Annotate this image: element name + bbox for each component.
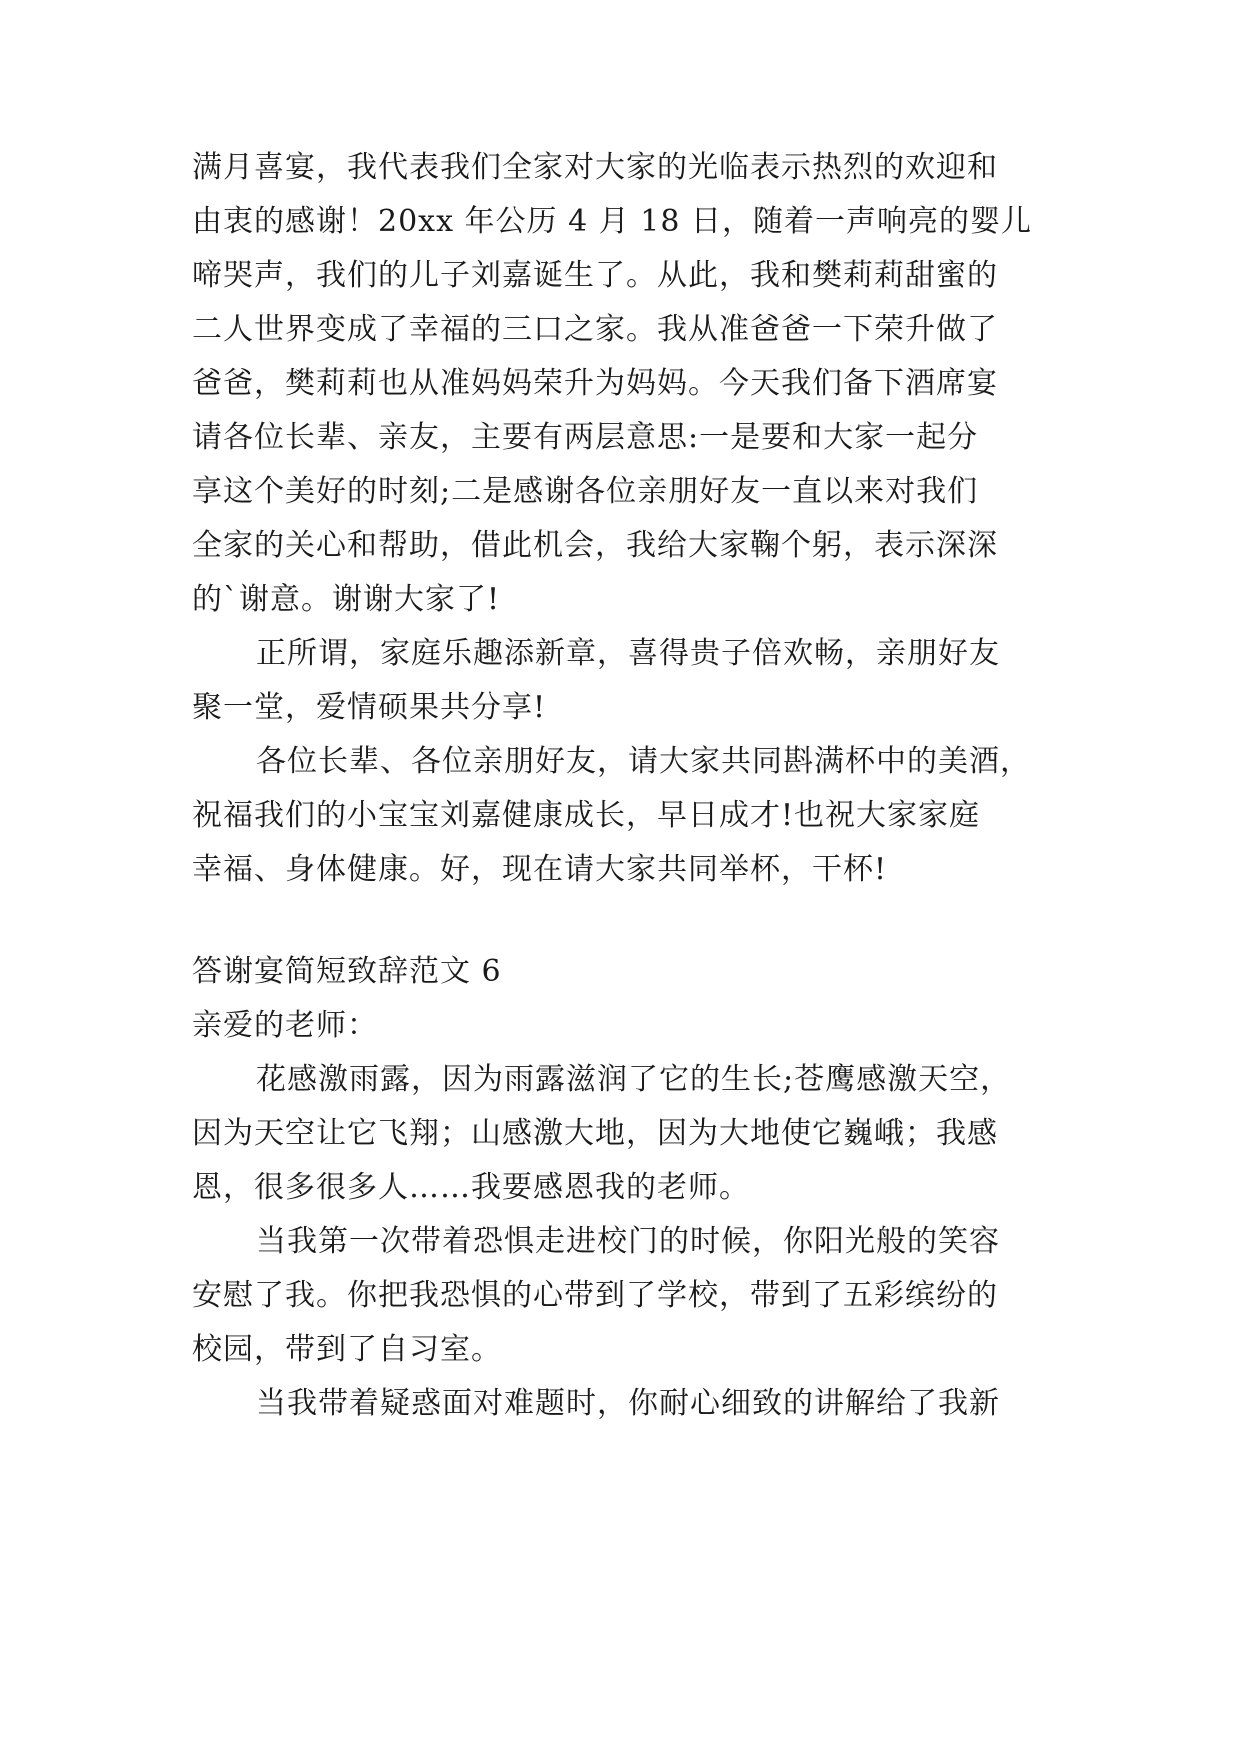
text-line: 的`谢意。谢谢大家了! <box>192 582 501 617</box>
paragraph-first-line: 花感激雨露，因为雨露滋润了它的生长;苍鹰感激天空， <box>256 1062 1012 1097</box>
text-line: 爸爸，樊莉莉也从准妈妈荣升为妈妈。今天我们备下酒席宴 <box>192 366 998 401</box>
text-line: 啼哭声，我们的儿子刘嘉诞生了。从此，我和樊莉莉甜蜜的 <box>192 258 998 293</box>
text-line: 全家的关心和帮助，借此机会，我给大家鞠个躬，表示深深 <box>192 528 998 563</box>
text-line: 安慰了我。你把我恐惧的心带到了学校，带到了五彩缤纷的 <box>192 1278 998 1313</box>
paragraph-first-line: 当我第一次带着恐惧走进校门的时候，你阳光般的笑容 <box>256 1224 1000 1259</box>
text-line: 享这个美好的时刻;二是感谢各位亲朋好友一直以来对我们 <box>192 474 979 509</box>
text-line: 满月喜宴，我代表我们全家对大家的光临表示热烈的欢迎和 <box>192 150 998 185</box>
text-line: 因为天空让它飞翔；山感激大地，因为大地使它巍峨；我感 <box>192 1116 998 1151</box>
text-line: 校园，带到了自习室。 <box>192 1332 502 1367</box>
text-line: 恩，很多很多人……我要感恩我的老师。 <box>192 1170 750 1205</box>
text-line: 聚一堂，爱情硕果共分享! <box>192 690 547 725</box>
text-line: 二人世界变成了幸福的三口之家。我从准爸爸一下荣升做了 <box>192 312 998 347</box>
paragraph-first-line: 各位长辈、各位亲朋好友，请大家共同斟满杯中的美酒， <box>256 744 1031 779</box>
text-line: 祝福我们的小宝宝刘嘉健康成长，早日成才!也祝大家家庭 <box>192 798 981 833</box>
paragraph-first-line: 当我带着疑惑面对难题时，你耐心细致的讲解给了我新 <box>256 1386 1000 1421</box>
paragraph-first-line: 正所谓，家庭乐趣添新章，喜得贵子倍欢畅，亲朋好友 <box>256 636 1000 671</box>
salutation: 亲爱的老师： <box>192 1008 378 1043</box>
section-heading: 答谢宴简短致辞范文 6 <box>192 954 502 989</box>
text-line: 幸福、身体健康。好，现在请大家共同举杯，干杯! <box>192 852 888 887</box>
text-line: 由衷的感谢！20xx 年公历 4 月 18 日，随着一声响亮的婴儿 <box>192 204 1032 239</box>
text-line: 请各位长辈、亲友，主要有两层意思:一是要和大家一起分 <box>192 420 979 455</box>
